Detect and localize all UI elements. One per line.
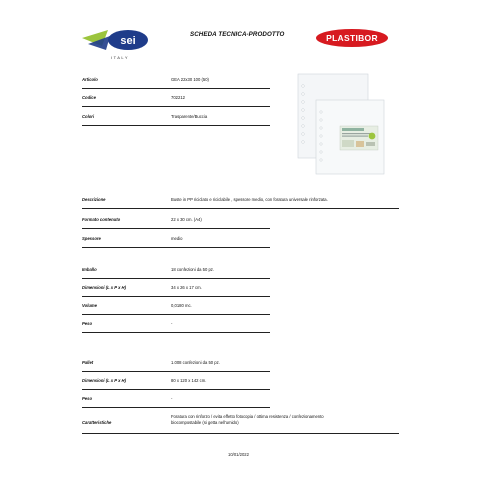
value-dimensioni-imballo: 34 x 26 x 17 cm. (171, 285, 202, 290)
value-formato-contenuto: 22 x 30 cm. (A4) (171, 217, 202, 222)
row-divider (82, 208, 399, 209)
label-formato-contenuto: Formato contenuto (82, 217, 121, 222)
row-volume (82, 303, 272, 315)
value-dimensioni-pallet: 80 x 120 x 142 cm. (171, 378, 207, 383)
label-descrizione: Descrizione (82, 197, 106, 202)
row-divider (82, 407, 270, 408)
row-imballo (82, 267, 272, 279)
value-caratteristiche-line2: biocompostabile (si getta nell'umido) (171, 420, 239, 425)
row-caratteristiche (82, 414, 402, 434)
row-spessore (82, 236, 272, 248)
row-codice (82, 95, 272, 107)
row-dimensioni-imballo (82, 285, 272, 297)
row-divider (82, 125, 270, 126)
row-peso-imballo (82, 321, 272, 333)
value-pallet: 1.008 confezioni da 50 pz. (171, 360, 220, 365)
row-dimensioni-pallet (82, 378, 272, 390)
row-descrizione (82, 197, 402, 209)
value-spessore: medio (171, 236, 183, 241)
label-peso-pallet: Peso (82, 396, 93, 401)
plastibor-logo (316, 29, 388, 47)
document-title: SCHEDA TECNICA-PRODOTTO (190, 31, 285, 38)
label-peso-imballo: Peso (82, 321, 93, 326)
value-volume: 0,0180 mc. (171, 303, 192, 308)
label-dimensioni-imballo: Dimensioni (L x P x H) (82, 285, 126, 290)
value-peso-pallet: - (171, 396, 173, 401)
value-codice: 702212 (171, 95, 185, 100)
footer-date: 10/01/2022 (228, 452, 249, 457)
row-peso-pallet (82, 396, 272, 408)
row-divider (82, 433, 399, 434)
row-divider (82, 371, 270, 372)
row-divider (82, 389, 270, 390)
value-descrizione: Buste in PP riciclato e riciclabile , spessore medio, con foratura universale rinforzata. (171, 197, 328, 202)
sei-logo-subtitle: ITALY (110, 55, 130, 60)
label-codice: Codice (82, 95, 96, 100)
row-divider (82, 228, 270, 229)
value-colori: Trasparente/Buccia (171, 114, 208, 119)
row-divider (82, 247, 270, 248)
row-formato-contenuto (82, 217, 272, 229)
row-divider (82, 296, 270, 297)
plastibor-logo-text: PLASTIBOR (326, 33, 378, 43)
label-pallet: Pallet (82, 360, 94, 365)
row-divider (82, 314, 270, 315)
product-image (294, 72, 386, 176)
label-imballo: Imballo (82, 267, 97, 272)
label-volume: Volume (82, 303, 97, 308)
sei-logo-text: sei (120, 35, 136, 47)
row-divider (82, 88, 270, 89)
label-articolo: Articolo (82, 77, 98, 82)
label-dimensioni-pallet: Dimensioni (L x P x H) (82, 378, 126, 383)
row-divider (82, 332, 270, 333)
label-colori: Colori (82, 114, 95, 119)
row-articolo (82, 77, 272, 89)
row-divider (82, 106, 270, 107)
label-spessore: Spessore (82, 236, 101, 241)
value-imballo: 18 confezioni da 50 pz. (171, 267, 215, 272)
value-peso-imballo: - (171, 321, 173, 326)
row-pallet (82, 360, 272, 372)
value-articolo: GEA 22x30 100 (50) (171, 77, 209, 82)
value-caratteristiche-line1: Foratura con rinforzo / evita effetto fotocopia / ottima resistenza / confezionamento (171, 414, 324, 419)
row-colori (82, 114, 272, 126)
label-caratteristiche: Caratteristiche (82, 420, 112, 425)
row-divider (82, 278, 270, 279)
